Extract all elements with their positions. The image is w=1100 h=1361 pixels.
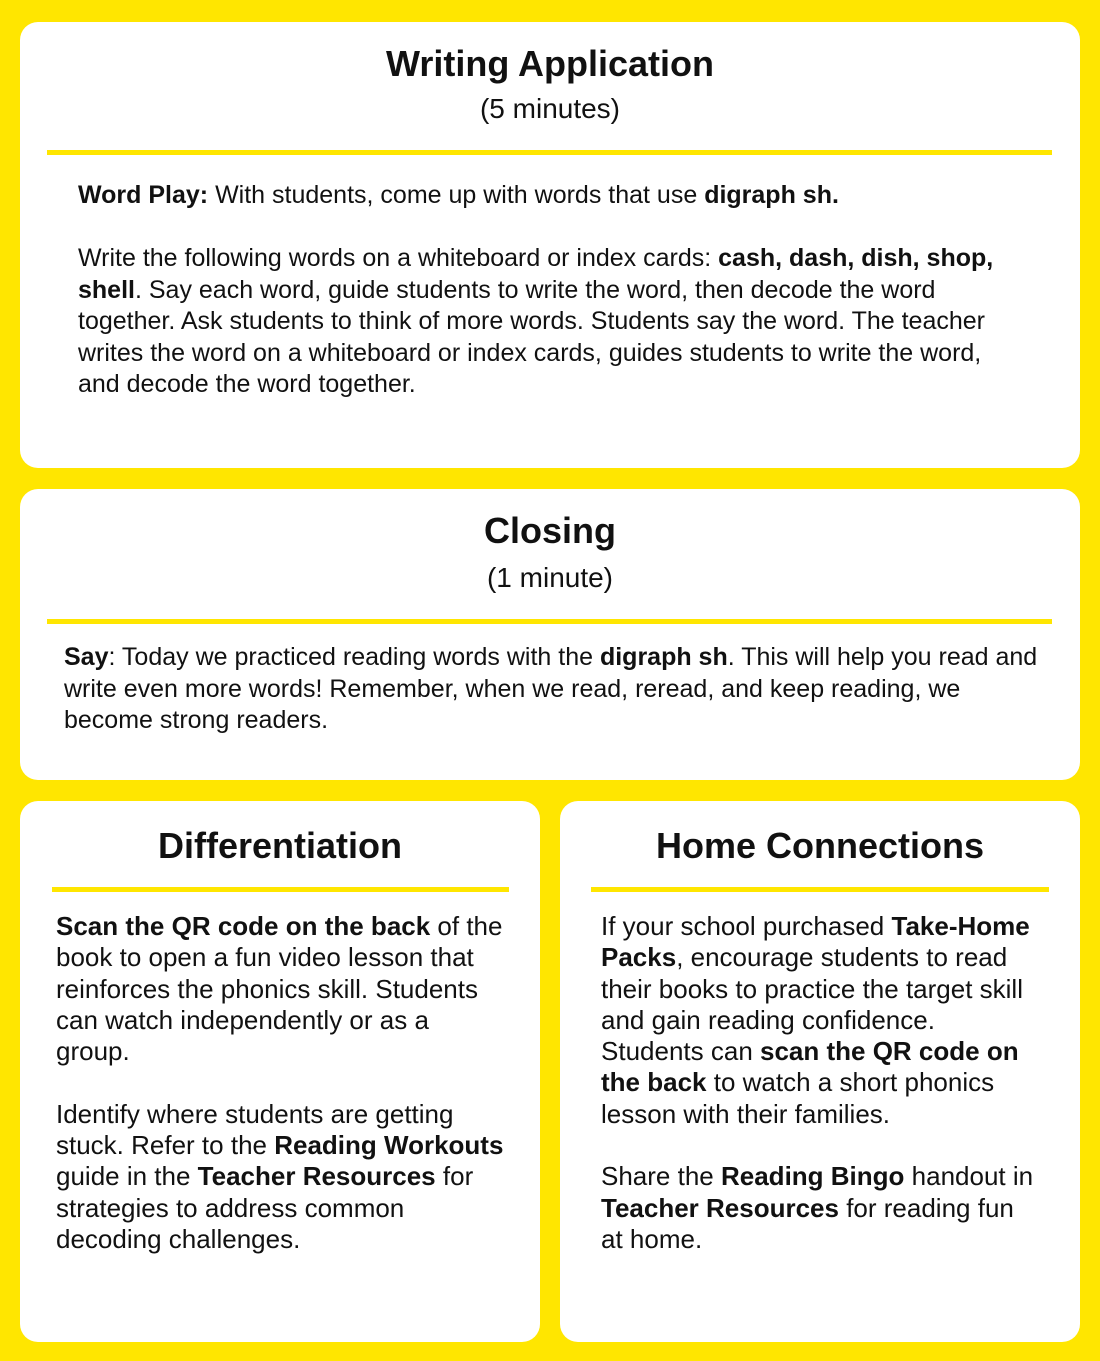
text-run: : Today we practiced reading words with the (108, 643, 600, 671)
text-run: handout in (904, 1161, 1034, 1192)
bold-text-run: Say (64, 643, 109, 671)
closing-duration: (1 minute) (486, 562, 614, 593)
differentiation-qr-paragraph (56, 911, 506, 1067)
text-run: Write the following words on a whiteboard or index cards: (78, 244, 719, 272)
text-run: With students, come up with words that use (208, 181, 705, 209)
text-run: . This will help you read and write even more words! Remember, when we read, reread, and keep reading, we become strong readers. (64, 643, 1038, 734)
differentiation-title: Differentiation (157, 825, 402, 866)
closing-title: Closing (484, 510, 616, 551)
home-connections-card (560, 801, 1080, 1342)
text-run: for strategies to address common decoding challenges. (56, 1161, 474, 1254)
bold-text-run: scan the QR code on the back (601, 1036, 1019, 1098)
differentiation-card (20, 801, 540, 1342)
bold-text-run: Reading Bingo (720, 1161, 905, 1192)
writing-application-card (20, 22, 1080, 468)
text-run: . Say each word, guide students to write the word, then decode the word together. Ask students to think of more words. Students say the word. The teacher writes the word on a whiteboard or index cards, guides students to write the word, and decode the word together. (78, 275, 985, 398)
reading-bingo-paragraph (601, 1161, 1041, 1255)
text-run: for reading fun at home. (601, 1192, 1014, 1254)
differentiation-body (56, 911, 506, 1255)
differentiation-support-paragraph (56, 1099, 506, 1255)
bold-text-run: digraph sh (599, 643, 728, 671)
text-run: of the book to open a fun video lesson that reinforces the phonics skill. Students can watch independently or as a group. (56, 911, 503, 1067)
closing-card (20, 489, 1080, 780)
text-run: to watch a short phonics lesson with their families. (601, 1067, 995, 1129)
closing-paragraph (64, 642, 1039, 737)
bold-text-run: Teacher Resources (601, 1192, 839, 1223)
take-home-packs-paragraph (601, 911, 1041, 1130)
text-run: Share the (601, 1161, 721, 1192)
writing-application-duration: (5 minutes) (479, 93, 621, 124)
home-connections-body (601, 911, 1041, 1255)
writing-application-body (78, 180, 1028, 401)
text-run: Identify where students are getting stuck. Refer to the (56, 1098, 454, 1161)
bold-text-run: Reading Workouts (274, 1130, 504, 1161)
writing-application-title: Writing Application (386, 43, 714, 84)
word-list-paragraph (78, 243, 1028, 401)
bold-text-run: cash, dash, dish, shop, shell (78, 244, 994, 304)
text-run: , encourage students to read their books to practice the target skill and gain reading confidence. Students can (601, 942, 1023, 1067)
bold-text-run: Take-Home Packs (601, 911, 1030, 973)
text-run: If your school purchased (601, 911, 892, 941)
bold-text-run: Teacher Resources (197, 1161, 436, 1192)
writing-application-divider (47, 150, 1052, 155)
bold-text-run: Scan the QR code on the back (56, 911, 431, 941)
bold-text-run: digraph sh. (704, 181, 839, 209)
differentiation-divider (52, 887, 509, 892)
text-run: guide in the (56, 1161, 198, 1192)
bold-text-run: Word Play: (78, 181, 209, 209)
closing-body (64, 642, 1039, 737)
home-connections-divider (591, 887, 1049, 892)
home-connections-title: Home Connections (655, 825, 985, 866)
closing-divider (47, 619, 1052, 624)
word-play-paragraph (78, 180, 1028, 212)
